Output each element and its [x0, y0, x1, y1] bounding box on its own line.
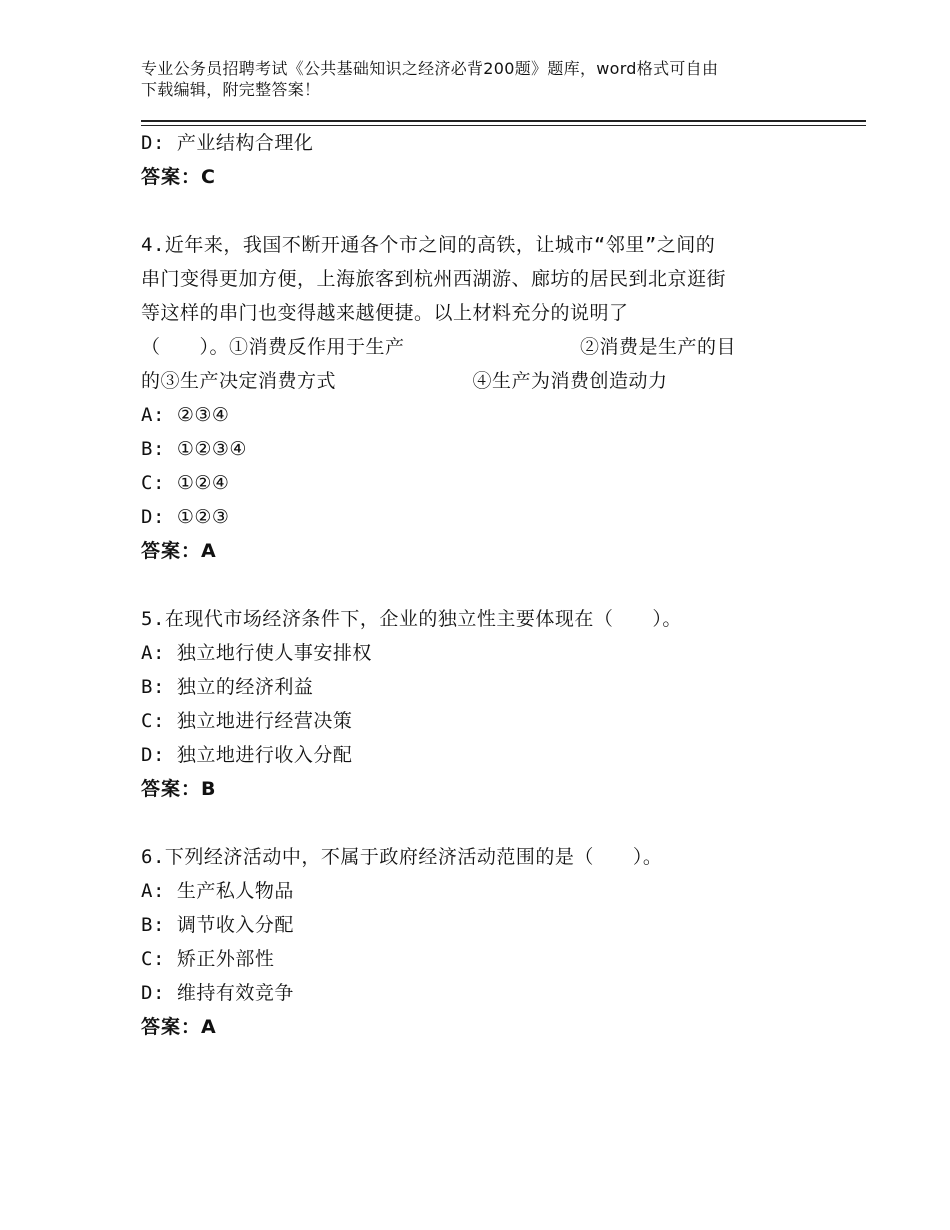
option-d: D: 独立地进行收入分配: [141, 744, 353, 766]
question-stem-line: 6.下列经济活动中，不属于政府经济活动范围的是（ ）。: [141, 846, 663, 868]
option-c: C: ①②④: [141, 472, 230, 494]
question-stem-line: 的③生产决定消费方式 ④生产为消费创造动力: [141, 370, 668, 392]
answer-line: 答案：A: [141, 1016, 217, 1038]
header-rule-thick: [141, 120, 866, 122]
question-stem-line: 等这样的串门也变得越来越便捷。以上材料充分的说明了: [141, 302, 629, 324]
question-content: [141, 126, 861, 1044]
option-d: D: 产业结构合理化: [141, 132, 314, 154]
question-stem-line: 5.在现代市场经济条件下，企业的独立性主要体现在（ ）。: [141, 608, 682, 630]
spacer: [141, 568, 861, 602]
option-d: D: 维持有效竞争: [141, 982, 294, 1004]
spacer: [141, 806, 861, 840]
option-c: C: 独立地进行经营决策: [141, 710, 353, 732]
option-c: C: 矫正外部性: [141, 948, 275, 970]
option-b: B: 独立的经济利益: [141, 676, 314, 698]
option-d: D: ①②③: [141, 506, 230, 528]
option-b: B: 调节收入分配: [141, 914, 294, 936]
header-line-2: 下载编辑，附完整答案！: [141, 80, 321, 99]
question-6: [141, 840, 861, 1044]
answer-line: 答案：A: [141, 540, 217, 562]
spacer: [141, 194, 861, 228]
question-stem-line: 4.近年来，我国不断开通各个市之间的高铁，让城市“邻里”之间的: [141, 234, 716, 256]
answer-line: 答案：C: [141, 166, 216, 188]
answer-line: 答案：B: [141, 778, 217, 800]
option-a: A: 生产私人物品: [141, 880, 294, 902]
question-stem-line: （ ）。①消费反作用于生产 ②消费是生产的目: [141, 336, 737, 358]
header-line-1: 专业公务员招聘考试《公共基础知识之经济必背200题》题库，word格式可自由: [141, 59, 719, 78]
option-b: B: ①②③④: [141, 438, 247, 460]
question-4: [141, 228, 861, 568]
question-stem-line: 串门变得更加方便，上海旅客到杭州西湖游、廊坊的居民到北京逛街: [141, 268, 727, 290]
question-5: [141, 602, 861, 806]
option-a: A: ②③④: [141, 404, 230, 426]
option-a: A: 独立地行使人事安排权: [141, 642, 372, 664]
document-header: [141, 58, 821, 100]
